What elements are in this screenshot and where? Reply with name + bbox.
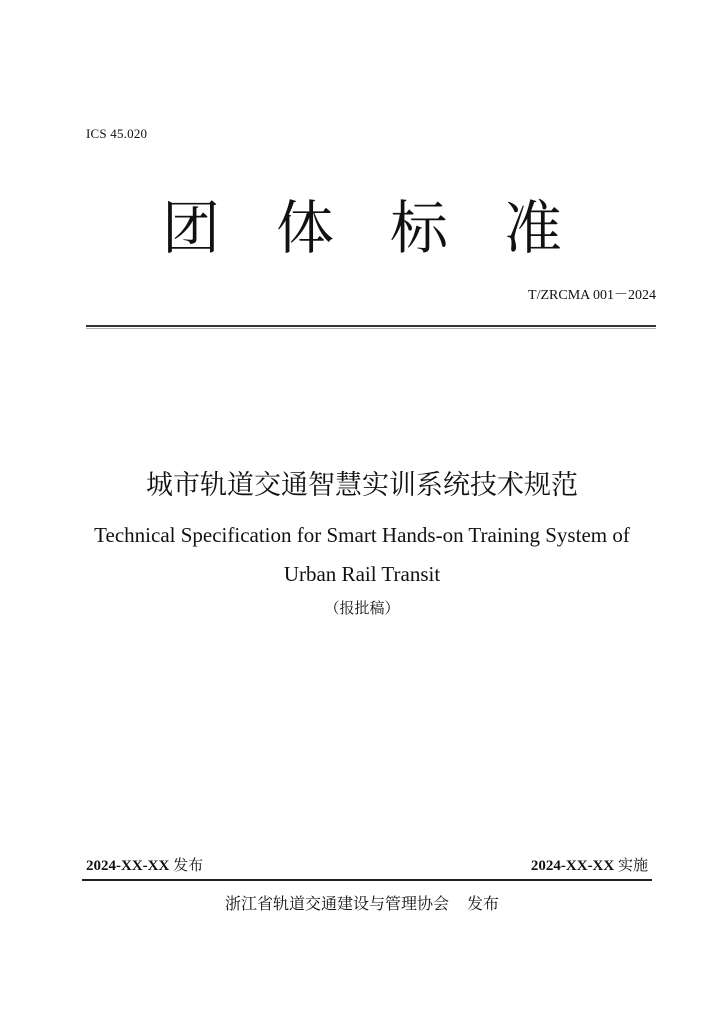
publish-date xyxy=(86,855,203,876)
publisher-name: 浙江省轨道交通建设与管理协会 xyxy=(224,894,449,913)
document-title-en-line1: Technical Specification for Smart Hands-on Training System of xyxy=(94,523,630,547)
standard-type-char: 标 xyxy=(390,194,449,262)
standard-type-char: 准 xyxy=(504,194,563,262)
standard-type-title xyxy=(0,188,724,268)
effective-date xyxy=(531,855,648,876)
ics-code: ICS 45.020 xyxy=(86,126,148,141)
publisher-line xyxy=(0,892,724,916)
effective-date-label: 实施 xyxy=(617,856,648,874)
effective-date-value: 2024-XX-XX xyxy=(530,858,615,874)
publish-date-label: 发布 xyxy=(173,856,204,874)
document-title-zh: 城市轨道交通智慧实训系统技术规范 xyxy=(146,470,578,501)
standard-code: T/ZRCMA 001－2024 xyxy=(528,288,656,303)
header-divider-shadow xyxy=(86,328,656,329)
document-title-en-line2: Urban Rail Transit xyxy=(283,562,441,586)
header-divider xyxy=(86,325,656,327)
standard-type-char: 团 xyxy=(161,194,220,262)
document-title-en xyxy=(0,516,724,594)
publish-date-value: 2024-XX-XX xyxy=(86,858,170,874)
publisher-label: 发布 xyxy=(467,894,500,913)
draft-status: （报批稿） xyxy=(324,599,400,617)
footer-divider xyxy=(82,879,652,881)
standard-type-char: 体 xyxy=(275,194,334,262)
